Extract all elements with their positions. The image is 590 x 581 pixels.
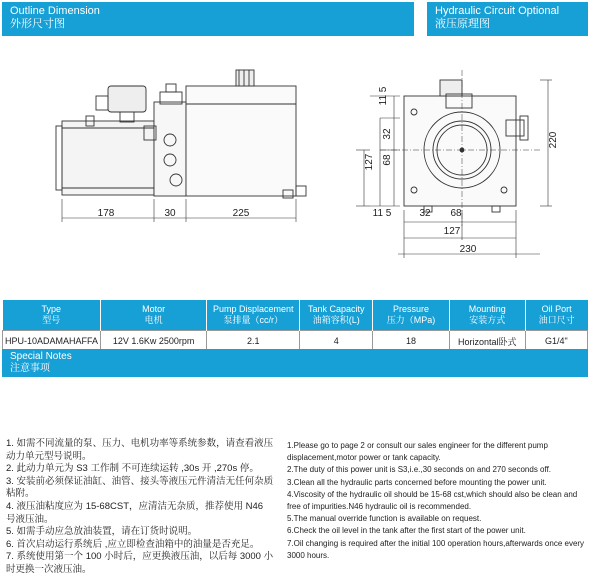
spec-table-header-row (3, 300, 588, 331)
dim-30: 30 (164, 208, 176, 219)
col-mounting: Mounting 安装方式 (449, 300, 525, 331)
circuit-title-zh: 液压原理图 (435, 18, 490, 30)
outline-title-zh: 外形尺寸图 (10, 18, 65, 30)
col-type: Type 型号 (3, 300, 101, 331)
dim-68-horizontal: 68 (450, 208, 462, 219)
col-tank-capacity: Tank Capacity 油箱容积(L) (300, 300, 373, 331)
side-view (56, 70, 306, 198)
col-pump-displacement: Pump Displacement 泵排量（cc/r） (207, 300, 300, 331)
motor-body (62, 121, 154, 195)
cell-tank-capacity: 4 (300, 331, 373, 352)
col-pressure: Pressure 压力（MPa) (373, 300, 449, 331)
note-en-6: 6.Check the oil level in the tank after the first start of the power unit. (287, 526, 526, 536)
note-zh-5: 5. 如需手动应急放油装置，请在订货时说明。 (6, 526, 198, 538)
note-en-4: 4.Viscosity of the hydraulic oil should be 15-68 cst,which should also be clean and free of impurities.N46 hydraulic oil is recommended. (287, 489, 578, 512)
col-oil-port: Oil Port 油口尺寸 (525, 300, 587, 331)
note-zh-4: 4. 液压油粘度应为 15-68CST，应清洁无杂质，推荐使用 N46 号液压油。 (6, 500, 264, 525)
circuit-title-en: Hydraulic Circuit Optional (435, 5, 560, 17)
cell-mounting: Horizontal卧式 (449, 331, 525, 352)
dim-11-5-bottom: 11 5 (372, 208, 392, 219)
note-zh-6: 6. 首次启动运行系统后 ,应立即检查油箱中的油量是否充足。 (6, 538, 260, 550)
dim-220: 220 (548, 131, 559, 149)
dim-225: 225 (232, 208, 250, 219)
solenoid-box (108, 86, 146, 112)
dim-127-vertical: 127 (364, 153, 375, 171)
cell-type: HPU-10ADAMAHAFFA (3, 331, 101, 352)
note-en-1: 1.Please go to page 2 or consult our sales engineer for the different pump displacement,motor power or tank capacity. (287, 441, 548, 463)
notes-english (287, 440, 585, 562)
note-zh-7: 7. 系统使用第一个 100 小时后，应更换液压油，以后每 3000 小时更换一次液压油。 (6, 551, 274, 575)
dim-230: 230 (459, 244, 477, 255)
oil-tank (186, 86, 296, 196)
note-zh-2: 2. 此动力单元为 S3 工作制 不可连续运转 ,30s 开 ,270s 停。 (6, 463, 259, 475)
dim-11-5-top: 11 5 (378, 86, 389, 106)
outline-dimension-header (2, 2, 414, 36)
dim-178: 178 (97, 208, 115, 219)
note-zh-1: 1. 如需不同流量的泵、压力、电机功率等系统参数，请查看液压动力单元型号说明。 (6, 438, 274, 462)
note-en-5: 5.The manual override function is available on request. (287, 514, 482, 524)
notes-title-zh: 注意事项 (10, 363, 50, 374)
spec-table (2, 300, 588, 352)
outline-drawing (0, 38, 590, 300)
outline-title-en: Outline Dimension (10, 5, 100, 17)
cell-pump-displacement: 2.1 (207, 331, 300, 352)
notes-title-en: Special Notes (10, 351, 72, 362)
dim-32-horizontal: 32 (419, 208, 431, 219)
note-zh-3: 3. 安装前必须保证油缸、油管、接头等液压元件清洁无任何杂质粘附。 (6, 475, 274, 500)
cell-oil-port: G1/4" (525, 331, 587, 352)
cell-motor: 12V 1.6Kw 2500rpm (101, 331, 207, 352)
note-en-7: 7.Oil changing is required after the initial 100 operation hours,afterwards once every 3000 hours. (287, 538, 585, 560)
dim-68-vertical: 68 (382, 154, 393, 166)
note-en-3: 3.Clean all the hydraulic parts concerned before mounting the power unit. (287, 477, 547, 487)
hydraulic-circuit-header (427, 2, 588, 36)
cell-pressure: 18 (373, 331, 449, 352)
dim-32-vertical: 32 (382, 128, 393, 140)
notes-chinese (6, 438, 274, 577)
front-view (380, 70, 540, 226)
special-notes-header (2, 349, 588, 377)
col-motor: Motor 电机 (101, 300, 207, 331)
dim-127-horizontal: 127 (443, 226, 461, 237)
note-en-2: 2.The duty of this power unit is S3,i.e.,30 seconds on and 270 seconds off. (287, 465, 552, 475)
